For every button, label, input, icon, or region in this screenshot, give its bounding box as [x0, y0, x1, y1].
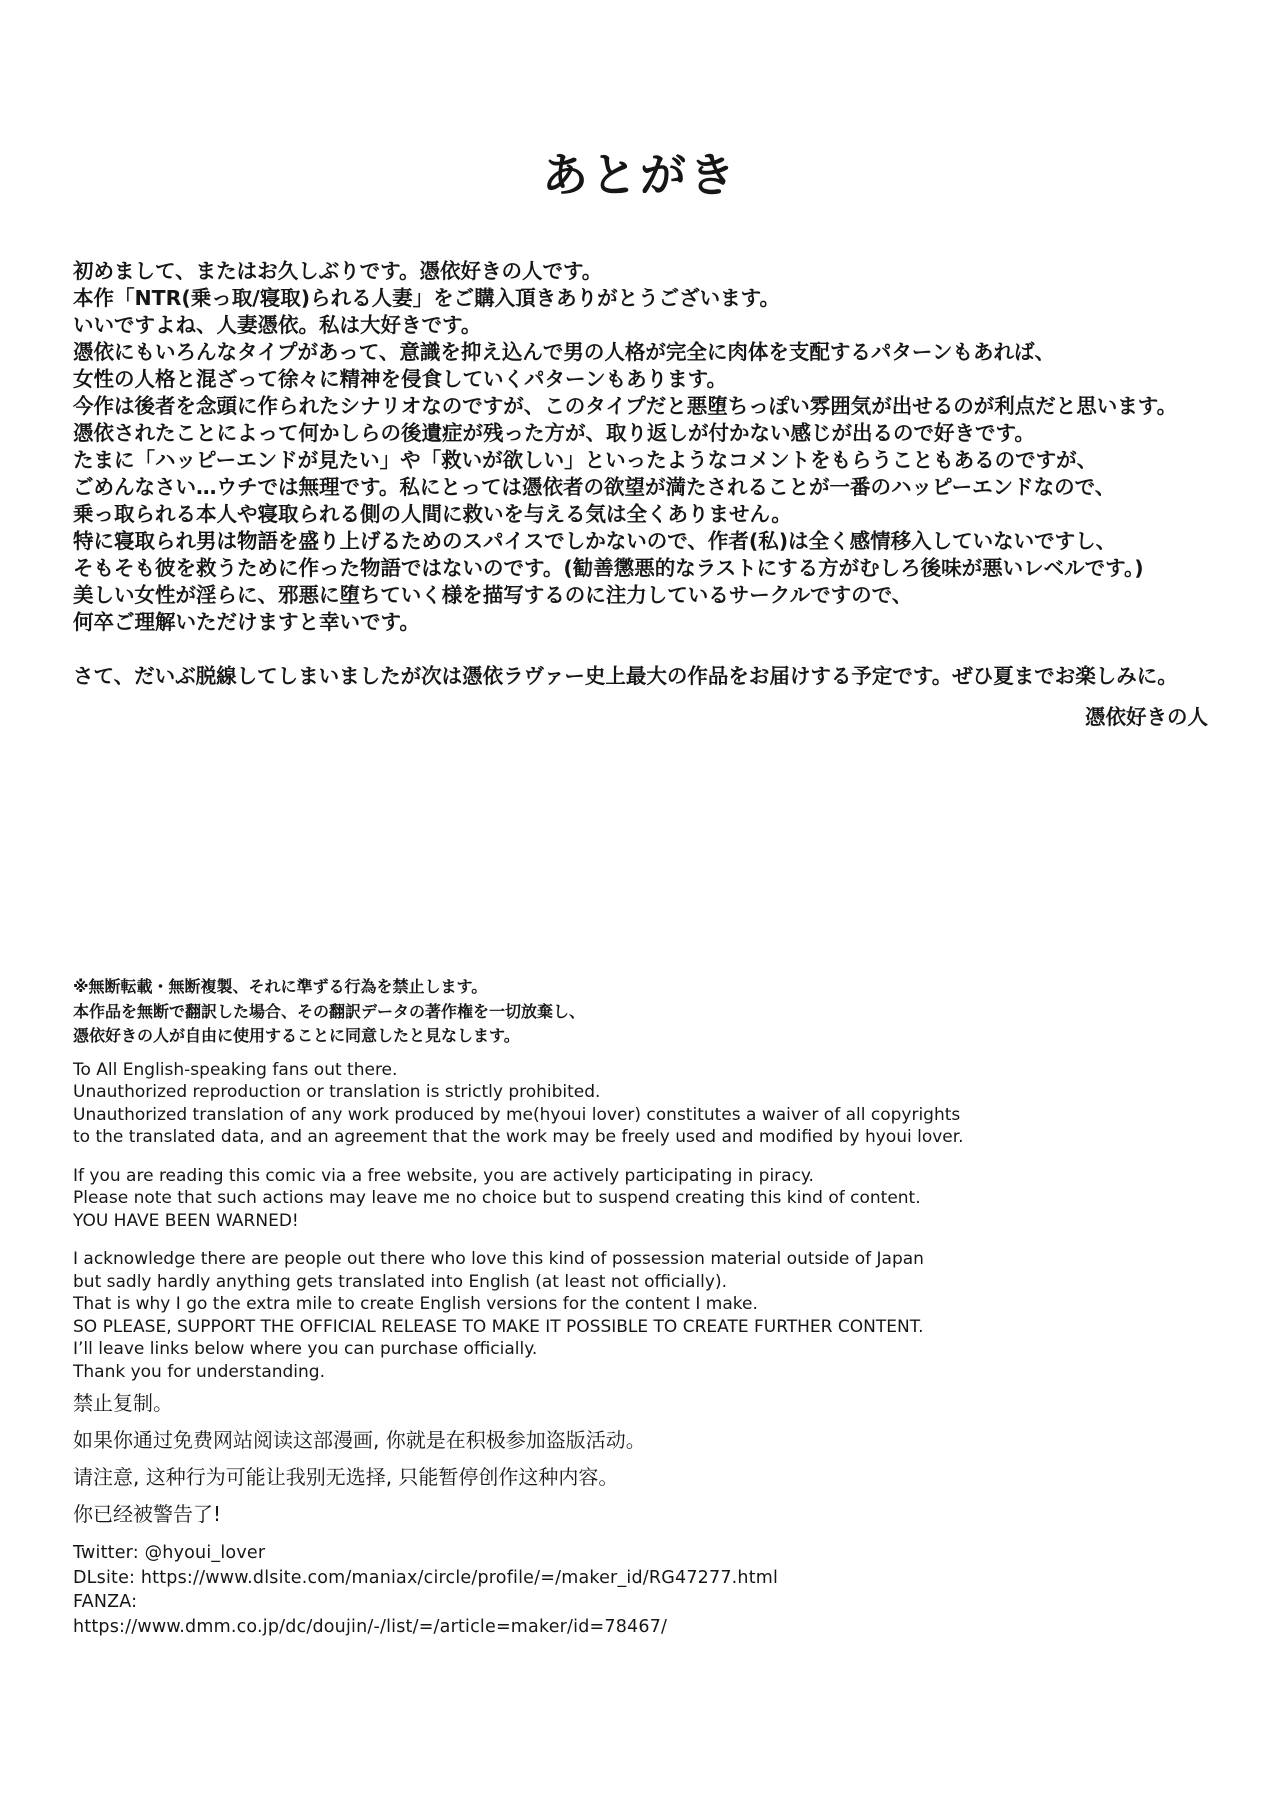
afterword-line: 女性の人格と混ざって徐々に精神を侵食していくパターンもあります。 [73, 367, 727, 392]
afterword-line: さて、だいぶ脱線してしまいましたが次は憑依ラヴァー史上最大の作品をお届けする予定です。ぜひ夏までお楽しみに。 [73, 664, 1178, 689]
page-title: あとがき [542, 148, 738, 202]
en-notice-line: YOU HAVE BEEN WARNED! [73, 1210, 299, 1231]
fanza-label-text: FANZA: [73, 1592, 138, 1613]
en-notice-blank-line [73, 1232, 1240, 1248]
afterword-line: 憑依されたことによって何かしらの後遺症が残った方が、取り返しが付かない感じが出るので好きです。 [73, 421, 1035, 446]
afterword-line: ごめんなさい…ウチでは無理です。私にとっては憑依者の欲望が満たされることが一番のハッピーエンドなので、 [73, 475, 1116, 500]
afterword-line: 乗っ取られる本人や寝取られる側の人間に救いを与える気は全くありません。 [73, 502, 792, 527]
afterword-body [73, 258, 1240, 690]
cn-notice-line: 禁止复制。 [73, 1391, 173, 1416]
afterword-line: 本作「NTR(乗っ取/寝取)られる人妻」をご購入頂きありがとうございます。 [73, 286, 781, 311]
jp-copyright-notice [73, 975, 1240, 1049]
en-notice-line: To All English-speaking fans out there. [73, 1059, 398, 1080]
afterword-blank-line [73, 636, 1240, 663]
en-notice-line: SO PLEASE, SUPPORT THE OFFICIAL RELEASE TO MAKE IT POSSIBLE TO CREATE FURTHER CONTENT. [73, 1316, 924, 1337]
jp-copyright-line: ※無断転載・無断複製、それに準ずる行為を禁止します。 [73, 977, 488, 997]
twitter-handle-text: Twitter: @hyoui_lover [73, 1543, 266, 1564]
jp-copyright-line: 本作品を無断で翻訳した場合、その翻訳データの著作権を一切放棄し、 [73, 1001, 586, 1021]
en-notice-line: Unauthorized translation of any work produced by me(hyoui lover) constitutes a waiver of all copyrights [73, 1104, 961, 1125]
afterword-line: たまに「ハッピーエンドが見たい」や「救いが欲しい」といったようなコメントをもらうこともあるのですが、 [73, 448, 1098, 473]
en-notice [73, 1059, 1240, 1384]
afterword-line: 初めまして、またはお久しぶりです。憑依好きの人です。 [73, 259, 603, 284]
afterword-line: 今作は後者を念頭に作られたシナリオなのですが、このタイプだと悪堕ちっぽい雰囲気が出せるのが利点だと思います。 [73, 394, 1178, 419]
en-notice-line: Please note that such actions may leave me no choice but to suspend creating this kind of content. [73, 1188, 921, 1209]
en-notice-line: Thank you for understanding. [73, 1361, 326, 1382]
afterword-line: 何卒ご理解いただけますと幸いです。 [73, 610, 420, 635]
afterword-line: 特に寝取られ男は物語を盛り上げるためのスパイスでしかないので、作者(私)は全く感情移入していないですし、 [73, 529, 1117, 554]
en-notice-blank-line [73, 1149, 1240, 1165]
afterword-line: 憑依にもいろんなタイプがあって、意識を抑え込んで男の人格が完全に肉体を支配するパターンもあれば、 [73, 340, 1055, 365]
en-notice-line: Unauthorized reproduction or translation is strictly prohibited. [73, 1082, 601, 1103]
en-notice-line: to the translated data, and an agreement that the work may be freely used and modified by hyoui lover. [73, 1127, 964, 1148]
en-notice-line: If you are reading this comic via a free website, you are actively participating in piracy. [73, 1165, 814, 1186]
cn-notice [73, 1385, 1240, 1533]
author-signature: 憑依好きの人 [1085, 705, 1208, 730]
afterword-line: そもそも彼を救うために作った物語ではないのです。(勧善懲悪的なラストにする方がむしろ後味が悪いレベルです。) [73, 556, 1144, 581]
jp-copyright-line: 憑依好きの人が自由に使用することに同意したと見なします。 [73, 1026, 520, 1046]
en-notice-line: but sadly hardly anything gets translated into English (at least not officially). [73, 1271, 727, 1292]
cn-notice-line: 你已经被警告了! [73, 1502, 222, 1527]
en-notice-line: That is why I go the extra mile to create English versions for the content I make. [73, 1294, 758, 1315]
official-links [73, 1541, 1240, 1639]
page-content [0, 258, 1280, 1639]
fanza-url-text: https://www.dmm.co.jp/dc/doujin/-/list/=/article=maker/id=78467/ [73, 1616, 668, 1637]
afterword-line: 美しい女性が淫らに、邪悪に堕ちていく様を描写するのに注力しているサークルですので、 [73, 583, 913, 608]
dlsite-url-text: DLsite: https://www.dlsite.com/maniax/circle/profile/=/maker_id/RG47277.html [73, 1567, 779, 1588]
cn-notice-line: 请注意, 这种行为可能让我别无选择, 只能暂停创作这种内容。 [73, 1465, 619, 1490]
cn-notice-line: 如果你通过免费网站阅读这部漫画, 你就是在积极参加盗版活动。 [73, 1428, 646, 1453]
en-notice-line: I acknowledge there are people out there who love this kind of possession material outside of Japan [73, 1249, 924, 1270]
en-notice-line: I’ll leave links below where you can purchase officially. [73, 1339, 538, 1360]
afterword-line: いいですよね、人妻憑依。私は大好きです。 [73, 313, 482, 338]
